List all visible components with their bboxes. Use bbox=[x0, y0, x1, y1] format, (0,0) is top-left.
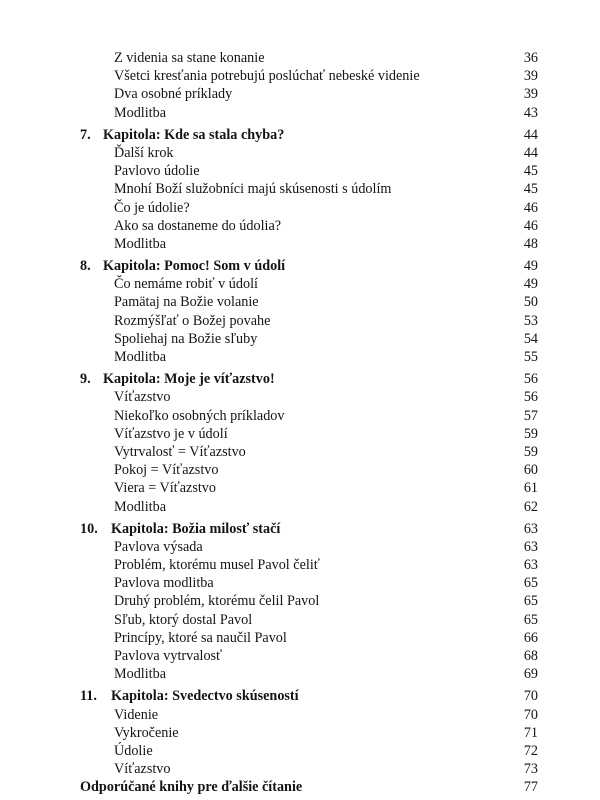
entry-page-number: 61 bbox=[523, 480, 538, 497]
entry-title: Sľub, ktorý dostal Pavol bbox=[114, 611, 253, 628]
entry-page-number: 68 bbox=[523, 648, 538, 664]
toc-entry[interactable] bbox=[80, 388, 538, 406]
entry-title: Dva osobné príklady bbox=[114, 86, 233, 103]
entry-title: Odporúčané knihy pre ďalšie čítanie bbox=[80, 779, 303, 796]
toc-entry[interactable] bbox=[80, 312, 538, 330]
toc-entry[interactable] bbox=[80, 538, 538, 556]
entry-page-number: 65 bbox=[523, 575, 538, 592]
toc-entry[interactable] bbox=[80, 706, 538, 724]
entry-title: Vykročenie bbox=[114, 724, 179, 741]
entry-page-number: 57 bbox=[523, 407, 538, 424]
table-of-contents bbox=[80, 49, 538, 797]
chapter-title: Kapitola: Pomoc! Som v údolí bbox=[103, 258, 286, 275]
toc-entry[interactable] bbox=[80, 275, 538, 293]
toc-entry[interactable] bbox=[80, 348, 538, 366]
entry-title: Modlitba bbox=[114, 349, 167, 365]
entry-title: Z videnia sa stane konanie bbox=[114, 50, 265, 66]
toc-entry[interactable] bbox=[80, 760, 538, 778]
chapter-title: Kapitola: Kde sa stala chyba? bbox=[103, 126, 285, 143]
entry-page-number: 53 bbox=[523, 312, 538, 329]
entry-page-number: 65 bbox=[523, 611, 538, 628]
chapter-title: Kapitola: Božia milosť stačí bbox=[111, 520, 281, 537]
chapter-page-number: 49 bbox=[523, 258, 538, 275]
entry-title: Viera = Víťazstvo bbox=[114, 480, 216, 497]
entry-page-number: 56 bbox=[523, 389, 538, 406]
toc-entry[interactable] bbox=[80, 479, 538, 497]
entry-page-number: 39 bbox=[523, 68, 538, 85]
chapter-number: 8. bbox=[80, 258, 91, 275]
entry-title: Pavlovo údolie bbox=[114, 163, 200, 180]
toc-entry[interactable] bbox=[80, 611, 538, 629]
entry-page-number: 69 bbox=[523, 666, 538, 683]
entry-title: Čo je údolie? bbox=[114, 199, 190, 216]
entry-page-number: 43 bbox=[523, 104, 538, 121]
entry-page-number: 59 bbox=[523, 425, 538, 442]
entry-page-number: 48 bbox=[523, 235, 538, 252]
toc-entry[interactable] bbox=[80, 461, 538, 479]
entry-title: Pamätaj na Božie volanie bbox=[114, 294, 259, 311]
chapter-heading-7[interactable] bbox=[80, 126, 538, 144]
entry-page-number: 46 bbox=[523, 217, 538, 234]
entry-title: Mnohí Boží služobníci majú skúsenosti s údolím bbox=[114, 181, 392, 198]
entry-title: Modlitba bbox=[114, 498, 167, 515]
entry-page-number: 55 bbox=[523, 349, 538, 365]
entry-title: Pavlova vytrvalosť bbox=[114, 648, 223, 664]
toc-entry[interactable] bbox=[80, 49, 538, 67]
entry-title: Spoliehaj na Božie sľuby bbox=[114, 330, 258, 347]
entry-page-number: 73 bbox=[523, 761, 538, 778]
chapter-heading-11[interactable] bbox=[80, 687, 538, 705]
toc-entry[interactable] bbox=[80, 574, 538, 592]
entry-page-number: 39 bbox=[523, 86, 538, 103]
toc-entry[interactable] bbox=[80, 724, 538, 742]
entry-title: Víťazstvo bbox=[114, 389, 171, 406]
toc-entry[interactable] bbox=[80, 67, 538, 85]
entry-page-number: 63 bbox=[523, 538, 538, 555]
entry-title: Ako sa dostaneme do údolia? bbox=[114, 217, 282, 234]
entry-title: Pokoj = Víťazstvo bbox=[114, 462, 219, 479]
chapter-number: 9. bbox=[80, 371, 91, 388]
entry-page-number: 44 bbox=[523, 144, 538, 161]
chapter-page-number: 70 bbox=[523, 688, 538, 705]
entry-page-number: 59 bbox=[523, 443, 538, 460]
chapter-number: 11. bbox=[80, 688, 97, 705]
toc-entry[interactable] bbox=[80, 293, 538, 311]
entry-title: Ďalší krok bbox=[114, 144, 174, 161]
entry-title: Víťazstvo bbox=[114, 761, 171, 778]
toc-entry[interactable] bbox=[80, 556, 538, 574]
toc-entry[interactable] bbox=[80, 180, 538, 198]
entry-title: Modlitba bbox=[114, 666, 167, 683]
entry-page-number: 71 bbox=[523, 724, 538, 741]
toc-entry[interactable] bbox=[80, 407, 538, 425]
entry-title: Modlitba bbox=[114, 235, 167, 252]
toc-entry[interactable] bbox=[80, 742, 538, 760]
entry-title: Všetci kresťania potrebujú poslúchať nebeské videnie bbox=[114, 68, 420, 85]
entry-title: Pavlova výsada bbox=[114, 538, 203, 555]
chapter-title: Kapitola: Moje je víťazstvo! bbox=[103, 371, 275, 388]
chapter-page-number: 44 bbox=[523, 126, 538, 143]
toc-entry[interactable] bbox=[80, 199, 538, 217]
toc-entry[interactable] bbox=[80, 85, 538, 103]
toc-entry[interactable] bbox=[80, 629, 538, 647]
toc-entry[interactable] bbox=[80, 235, 538, 253]
entry-page-number: 63 bbox=[523, 557, 538, 574]
entry-title: Čo nemáme robiť v údolí bbox=[114, 276, 258, 293]
entry-title: Problém, ktorému musel Pavol čeliť bbox=[114, 557, 320, 574]
entry-title: Vytrvalosť = Víťazstvo bbox=[114, 443, 246, 460]
entry-page-number: 72 bbox=[523, 742, 538, 759]
entry-title: Modlitba bbox=[114, 104, 167, 121]
chapter-page-number: 56 bbox=[523, 371, 538, 388]
entry-page-number: 46 bbox=[523, 199, 538, 216]
chapter-page-number: 63 bbox=[523, 520, 538, 537]
toc-entry[interactable] bbox=[80, 443, 538, 461]
chapter-heading-9[interactable] bbox=[80, 370, 538, 388]
entry-title: Niekoľko osobných príkladov bbox=[114, 407, 285, 424]
toc-entry[interactable] bbox=[80, 647, 538, 665]
entry-page-number: 49 bbox=[523, 276, 538, 293]
entry-page-number: 45 bbox=[523, 163, 538, 180]
entry-title: Princípy, ktoré sa naučil Pavol bbox=[114, 629, 287, 646]
toc-entry[interactable] bbox=[80, 592, 538, 610]
chapter-title: Kapitola: Svedectvo skúseností bbox=[111, 688, 299, 705]
entry-page-number: 65 bbox=[523, 593, 538, 610]
entry-title: Druhý problém, ktorému čelil Pavol bbox=[114, 593, 320, 610]
entry-page-number: 36 bbox=[523, 50, 538, 66]
toc-entry[interactable] bbox=[80, 144, 538, 162]
chapter-heading-10[interactable] bbox=[80, 520, 538, 538]
entry-title: Videnie bbox=[114, 706, 159, 723]
chapter-heading-8[interactable] bbox=[80, 257, 538, 275]
chapter-number: 10. bbox=[80, 520, 98, 537]
chapter-number: 7. bbox=[80, 126, 91, 143]
toc-entry[interactable] bbox=[80, 425, 538, 443]
entry-title: Rozmýšľať o Božej povahe bbox=[114, 312, 271, 329]
entry-page-number: 50 bbox=[523, 294, 538, 311]
toc-entry[interactable] bbox=[80, 217, 538, 235]
toc-entry[interactable] bbox=[80, 104, 538, 122]
toc-entry[interactable] bbox=[80, 498, 538, 516]
entry-page-number: 45 bbox=[523, 181, 538, 198]
entry-page-number: 62 bbox=[523, 498, 538, 515]
toc-entry[interactable] bbox=[80, 665, 538, 683]
toc-entry[interactable] bbox=[80, 162, 538, 180]
entry-title: Údolie bbox=[114, 742, 153, 759]
entry-title: Víťazstvo je v údolí bbox=[114, 425, 228, 442]
entry-page-number: 70 bbox=[523, 706, 538, 723]
entry-page-number: 77 bbox=[523, 779, 538, 796]
entry-title: Pavlova modlitba bbox=[114, 575, 214, 592]
toc-entry[interactable] bbox=[80, 330, 538, 348]
entry-page-number: 54 bbox=[523, 330, 538, 347]
entry-page-number: 66 bbox=[523, 629, 538, 646]
recommended-reading-entry[interactable] bbox=[80, 778, 538, 796]
entry-page-number: 60 bbox=[523, 462, 538, 479]
